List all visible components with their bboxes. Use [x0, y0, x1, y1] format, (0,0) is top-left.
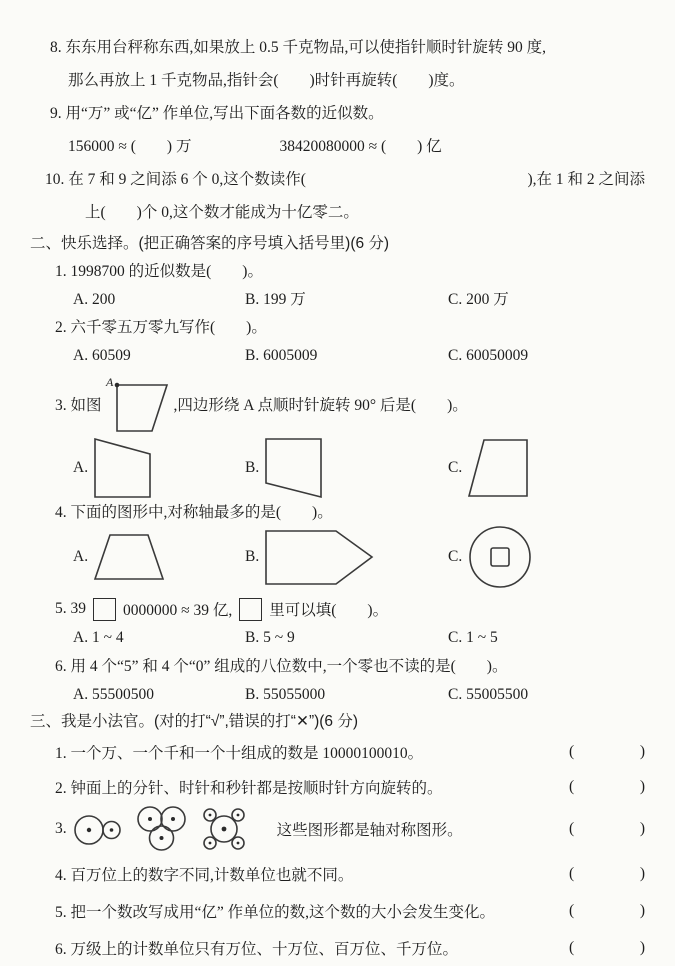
- choice-q5-option-a: A. 1 ~ 4: [73, 629, 124, 646]
- question-10-line-1: [45, 170, 645, 189]
- coin-circle-square-icon: [467, 524, 533, 590]
- choice-q4-shape-options: [73, 524, 645, 590]
- blank-box: [93, 598, 116, 621]
- answer-parentheses: [569, 939, 645, 957]
- judge-item-3: [55, 802, 645, 856]
- choice-q2-options: [73, 346, 645, 365]
- answer-parentheses: [569, 820, 645, 838]
- q9-blank-wan: 156000 ≈ ( ) 万: [68, 138, 192, 155]
- judge-item-5: [55, 900, 645, 922]
- judge-2-text: 2. 钟面上的分针、时针和秒针都是按顺时针方向旋转的。: [55, 780, 443, 797]
- open-paren: (: [569, 865, 575, 882]
- choice-q3-shape-c: [448, 438, 645, 498]
- judge-item-4: [55, 863, 645, 885]
- choice-q3-row: [55, 375, 645, 433]
- choice-q3-shape-options: [73, 437, 645, 499]
- point-a-label: A: [105, 375, 113, 389]
- close-paren: ): [639, 778, 645, 795]
- choice-q1-options: [73, 290, 645, 309]
- question-8-line-2: 那么再放上 1 千克物品,指针会( )时针再旋转( )度。: [68, 72, 465, 89]
- choice-q2-text: 2. 六千零五万零九写作( )。: [55, 319, 267, 336]
- close-paren: ): [639, 820, 645, 837]
- choice-q6-option-c: C. 55005500: [448, 686, 529, 703]
- trapezoid-icon: [93, 533, 165, 581]
- answer-parentheses: [569, 778, 645, 796]
- choice-q6-option-a: A. 55500500: [73, 686, 154, 703]
- choice-q5-options: [73, 628, 645, 647]
- judge-item-6: [55, 937, 645, 959]
- option-b-label: B.: [245, 548, 260, 565]
- choice-q4-shape-a: [73, 533, 245, 581]
- judge-5-text: 5. 把一个数改写成用“亿” 作单位的数,这个数的大小会发生变化。: [55, 904, 496, 921]
- q10-line1-right: ),在 1 和 2 之间添: [527, 171, 645, 188]
- close-paren: ): [639, 902, 645, 919]
- close-paren: ): [639, 939, 645, 956]
- rotated-quad-ccw-icon: [93, 437, 153, 499]
- choice-q6-text: 6. 用 4 个“5” 和 4 个“0” 组成的八位数中,一个零也不读的是( )。: [55, 658, 508, 675]
- two-circles-figure: [73, 809, 123, 849]
- choice-q1-option-a: A. 200: [73, 291, 116, 308]
- rotated-quad-180-icon: [467, 438, 529, 498]
- choice-q3-shape-a: [73, 437, 245, 499]
- question-9-text: 9. 用“万” 或“亿” 作单位,写出下面各数的近似数。: [50, 105, 384, 122]
- option-a-label: A.: [73, 548, 89, 565]
- option-a-label: A.: [73, 459, 89, 476]
- choice-q4-shape-b: [245, 529, 448, 586]
- open-paren: (: [569, 778, 575, 795]
- choice-q4-text: 4. 下面的图形中,对称轴最多的是( )。: [55, 504, 333, 521]
- choice-q2-option-c: C. 60050009: [448, 347, 529, 364]
- answer-parentheses: [569, 902, 645, 920]
- answer-parentheses: [569, 865, 645, 883]
- choice-q5-option-c: C. 1 ~ 5: [448, 629, 498, 646]
- option-c-label: C.: [448, 459, 463, 476]
- judge-3-number: 3.: [55, 820, 67, 837]
- choice-q5-pre: 5. 39: [55, 600, 86, 617]
- open-paren: (: [569, 939, 575, 956]
- option-c-label: C.: [448, 548, 463, 565]
- choice-q2-option-b: B. 6005009: [245, 347, 318, 364]
- choice-q5-mid: 0000000 ≈ 39 亿,: [123, 602, 233, 619]
- judge-3-text: 这些图形都是轴对称图形。: [276, 822, 463, 839]
- open-paren: (: [569, 902, 575, 919]
- rotated-quad-cw-icon: [264, 437, 324, 499]
- choice-q5-row: [55, 597, 645, 621]
- judge-item-1: [55, 741, 645, 763]
- choice-q6-option-b: B. 55055000: [245, 686, 326, 703]
- choice-q5-option-b: B. 5 ~ 9: [245, 629, 295, 646]
- choice-q1-option-c: C. 200 万: [448, 291, 509, 308]
- judge-item-2: [55, 776, 645, 798]
- close-paren: ): [639, 865, 645, 882]
- option-b-label: B.: [245, 459, 260, 476]
- choice-q3-shape-b: [245, 437, 448, 499]
- blank-box: [239, 598, 262, 621]
- question-8-line-1: 8. 东东用台秤称东西,如果放上 0.5 千克物品,可以使指针顺时针旋转 90 度,: [50, 39, 547, 56]
- question-9-answers: [68, 137, 645, 156]
- judge-1-text: 1. 一个万、一个千和一个十组成的数是 10000100010。: [55, 745, 424, 762]
- answer-parentheses: [569, 743, 645, 761]
- choice-q5-post: 里可以填( )。: [269, 602, 389, 619]
- q9-blank-yi: 38420080000 ≈ ( ) 亿: [279, 138, 442, 155]
- choice-q4-shape-c: [448, 524, 645, 590]
- open-paren: (: [569, 820, 575, 837]
- q10-line1-left: 10. 在 7 和 9 之间添 6 个 0,这个数读作(: [45, 171, 306, 188]
- quadrilateral-original-figure: [105, 375, 171, 433]
- section-2-header: 二、快乐选择。(把正确答案的序号填入括号里)(6 分): [30, 235, 390, 252]
- choice-q3-pre: 3. 如图: [55, 397, 102, 414]
- choice-q6-options: [73, 685, 645, 704]
- choice-q1-text: 1. 1998700 的近似数是( )。: [55, 263, 263, 280]
- close-paren: ): [639, 743, 645, 760]
- judge-6-text: 6. 万级上的计数单位只有万位、十万位、百万位、千万位。: [55, 941, 459, 958]
- five-circles-figure: [197, 804, 251, 854]
- section-3-header: 三、我是小法官。(对的打“√”,错误的打“✕”)(6 分): [30, 713, 359, 730]
- question-10-line-2: 上( )个 0,这个数才能成为十亿零二。: [85, 204, 359, 221]
- choice-q3-post: ,四边形绕 A 点顺时针旋转 90° 后是( )。: [173, 397, 468, 414]
- choice-q1-option-b: B. 199 万: [245, 291, 306, 308]
- judge-4-text: 4. 百万位上的数字不同,计数单位也就不同。: [55, 867, 354, 884]
- three-circles-figure: [133, 804, 187, 854]
- arrow-pentagon-icon: [264, 529, 376, 586]
- choice-q2-option-a: A. 60509: [73, 347, 131, 364]
- open-paren: (: [569, 743, 575, 760]
